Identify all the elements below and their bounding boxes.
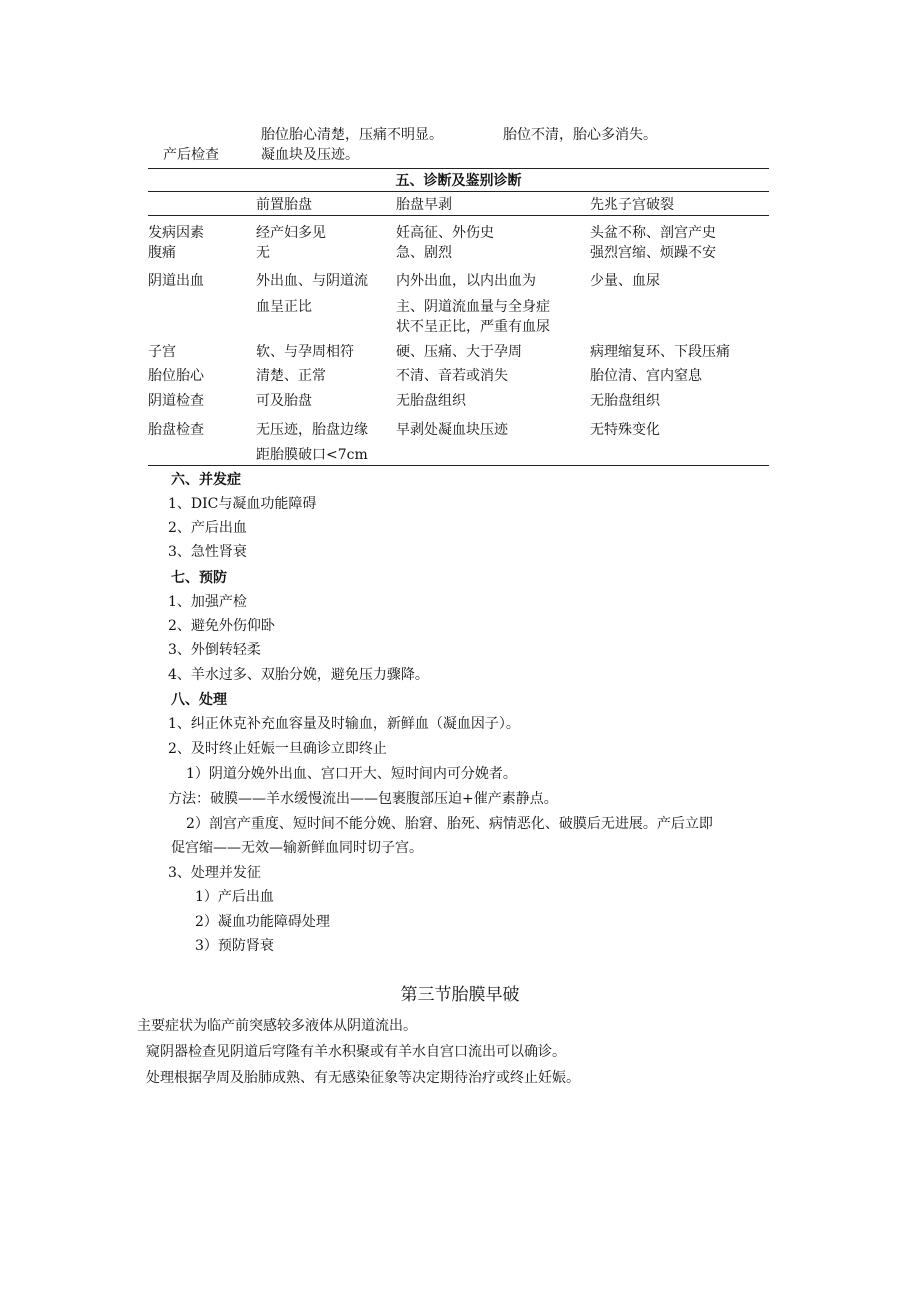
list-item: 2、产后出血 bbox=[168, 520, 247, 536]
table-cell: 内外出血，以内出血为 bbox=[396, 273, 536, 289]
table-cell: 硬、压痛、大于孕周 bbox=[396, 344, 522, 360]
list-item: 1、加强产检 bbox=[168, 594, 247, 610]
paragraph-line: 窥阴器检查见阴道后穹隆有羊水积聚或有羊水自宫口流出可以确诊。 bbox=[146, 1044, 566, 1060]
list-item: 1、纠正休克补充血容量及时输血，新鲜血（凝血因子）。 bbox=[168, 716, 520, 732]
table-top-rule bbox=[148, 168, 769, 169]
paragraph-line: 处理根据孕周及胎肺成熟、有无感染征象等决定期待治疗或终止妊娠。 bbox=[146, 1070, 580, 1086]
table-bottom-rule bbox=[148, 465, 769, 466]
list-item: 1）产后出血 bbox=[195, 889, 274, 905]
table-cell: 无胎盘组织 bbox=[590, 393, 660, 409]
table-cell: 软、与孕周相符 bbox=[256, 344, 354, 360]
table-cell: 少量、血尿 bbox=[590, 273, 660, 289]
table-cell: 头盆不称、剖宫产史 bbox=[590, 225, 716, 241]
top-col2-line1: 胎位不清，胎心多消失。 bbox=[503, 127, 657, 143]
table-cell: 经产妇多见 bbox=[256, 225, 326, 241]
table-cell: 无压迹，胎盘边缘 bbox=[256, 422, 368, 438]
list-item: 1、DIC与凝血功能障碍 bbox=[168, 496, 317, 512]
list-item: 2、避免外伤仰卧 bbox=[168, 618, 275, 634]
top-col1-line2: 凝血块及压迹。 bbox=[261, 147, 359, 163]
row-label: 胎位胎心 bbox=[148, 368, 204, 384]
table-title: 五、诊断及鉴别诊断 bbox=[395, 173, 522, 189]
list-item: 3、急性肾衰 bbox=[168, 544, 247, 560]
table-cell: 无 bbox=[256, 245, 270, 261]
table-cell: 可及胎盘 bbox=[256, 393, 312, 409]
list-item: 2）凝血功能障碍处理 bbox=[195, 914, 330, 930]
table-cell: 不清、音若或消失 bbox=[396, 368, 508, 384]
section-heading: 七、预防 bbox=[171, 570, 227, 586]
row-label: 阴道出血 bbox=[148, 273, 204, 289]
list-item: 2、及时终止妊娠一旦确诊立即终止 bbox=[168, 741, 387, 757]
table-cell: 主、阴道流血量与全身症 bbox=[396, 299, 550, 315]
section-heading: 六、并发症 bbox=[171, 472, 241, 488]
table-cell: 无胎盘组织 bbox=[396, 393, 466, 409]
table-cell: 早剥处凝血块压迹 bbox=[396, 422, 508, 438]
table-cell: 强烈宫缩、烦躁不安 bbox=[590, 245, 716, 261]
list-item: 3）预防肾衰 bbox=[195, 938, 274, 954]
row-label: 子宫 bbox=[148, 344, 176, 360]
row-label: 腹痛 bbox=[148, 245, 176, 261]
header-placental-abruption: 胎盘早剥 bbox=[396, 197, 452, 213]
table-cell: 距胎膜破口<7cm bbox=[256, 447, 368, 463]
table-cell: 清楚、正常 bbox=[256, 368, 326, 384]
row-label: 发病因素 bbox=[148, 225, 204, 241]
row-label: 阴道检查 bbox=[148, 393, 204, 409]
table-header-rule bbox=[148, 215, 769, 216]
top-row-label: 产后检查 bbox=[163, 147, 219, 163]
table-cell: 血呈正比 bbox=[256, 299, 312, 315]
section-title: 第三节胎膜早破 bbox=[400, 985, 520, 1005]
list-item: 1）阴道分娩外出血、宫口开大、短时间内可分娩者。 bbox=[186, 766, 517, 782]
table-cell: 胎位清、宫内窒息 bbox=[590, 368, 702, 384]
table-title-rule bbox=[148, 191, 769, 192]
list-item: 4、羊水过多、双胎分娩，避免压力骤降。 bbox=[168, 667, 429, 683]
row-label: 胎盘检查 bbox=[148, 422, 204, 438]
top-col1-line1: 胎位胎心清楚，压痛不明显。 bbox=[261, 127, 443, 143]
table-cell: 急、剧烈 bbox=[396, 245, 452, 261]
list-item: 促宫缩——无效—输新鲜血同时切子宫。 bbox=[171, 840, 423, 856]
table-cell: 妊高征、外伤史 bbox=[396, 225, 494, 241]
table-cell: 外出血、与阴道流 bbox=[256, 273, 368, 289]
section-heading: 八、处理 bbox=[171, 692, 227, 708]
list-item: 方法：破膜——羊水缓慢流出——包裹腹部压迫+催产素静点。 bbox=[168, 791, 558, 807]
list-item: 3、外倒转轻柔 bbox=[168, 642, 261, 658]
table-cell: 状不呈正比，严重有血尿 bbox=[396, 319, 550, 335]
table-cell: 病理缩复环、下段压痛 bbox=[590, 344, 730, 360]
header-threatened-rupture: 先兆子宫破裂 bbox=[590, 197, 674, 213]
list-item: 2）剖宫产重度、短时间不能分娩、胎窘、胎死、病情恶化、破膜后无进展。产后立即 bbox=[186, 816, 713, 832]
list-item: 3、处理并发征 bbox=[168, 865, 261, 881]
table-cell: 无特殊变化 bbox=[590, 422, 660, 438]
paragraph-line: 主要症状为临产前突感较多液体从阴道流出。 bbox=[137, 1018, 417, 1034]
header-placenta-previa: 前置胎盘 bbox=[256, 197, 312, 213]
